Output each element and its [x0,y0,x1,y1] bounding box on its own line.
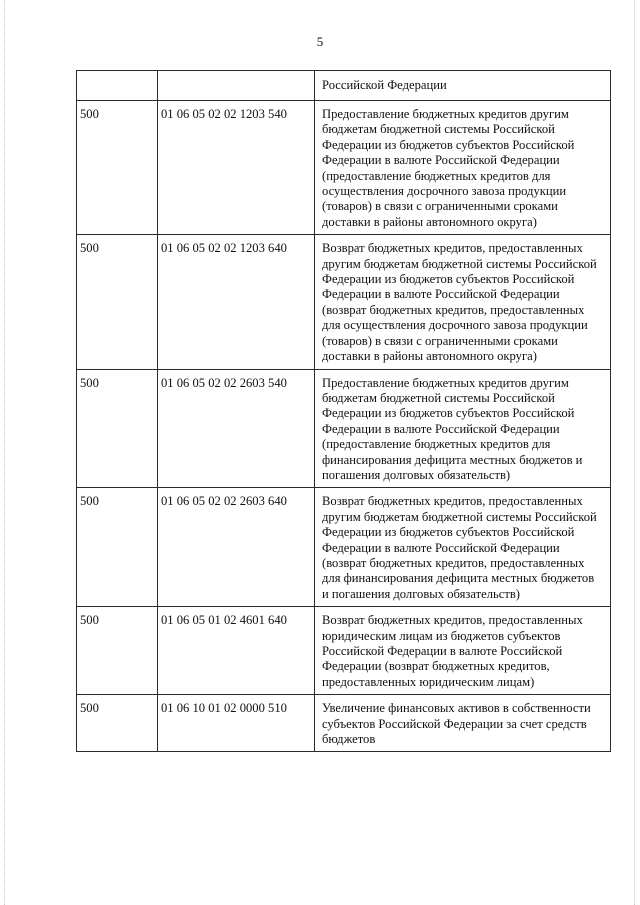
description-cell: Возврат бюджетных кредитов, предоставленных другим бюджетам бюджетной системы Российской Федерации из бюджетов субъектов Российской Федерации в валюте Российской Федерации (возврат бюджетных кредитов, предоставленных для осуществления досрочного завоза продукции (товаров) в связи с ограниченными сроками доставки в районы автономного округа) [315,235,611,369]
admin-code-cell: 500 [77,235,158,369]
admin-code-cell: 500 [77,488,158,607]
scan-edge-right [634,0,636,905]
description-cell: Возврат бюджетных кредитов, предоставленных другим бюджетам бюджетной системы Российской Федерации из бюджетов субъектов Российской Федерации в валюте Российской Федерации (возврат бюджетных кредитов, предоставленных для финансирования дефицита местных бюджетов и погашения долговых обязательств) [315,488,611,607]
admin-code-cell: 500 [77,695,158,752]
table-row [77,101,611,235]
classification-code-cell: 01 06 05 02 02 1203 640 [158,235,315,369]
table-row [77,607,611,695]
classification-code-cell: 01 06 05 02 02 1203 540 [158,101,315,235]
table-row [77,369,611,488]
classification-code-cell [158,71,315,101]
description-cell: Предоставление бюджетных кредитов другим бюджетам бюджетной системы Российской Федерации из бюджетов субъектов Российской Федерации в валюте Российской Федерации (предоставление бюджетных кредитов для финансирования дефицита местных бюджетов и погашения долговых обязательств) [315,369,611,488]
admin-code-cell: 500 [77,369,158,488]
classification-code-cell: 01 06 05 02 02 2603 540 [158,369,315,488]
table-body [77,71,611,752]
admin-code-cell: 500 [77,101,158,235]
description-cell: Предоставление бюджетных кредитов другим бюджетам бюджетной системы Российской Федерации из бюджетов субъектов Российской Федерации в валюте Российской Федерации (предоставление бюджетных кредитов для осуществления досрочного завоза продукции (товаров) в связи с ограниченными сроками доставки в районы автономного округа) [315,101,611,235]
classification-code-cell: 01 06 10 01 02 0000 510 [158,695,315,752]
admin-code-cell: 500 [77,607,158,695]
table-row [77,695,611,752]
scan-edge-left [4,0,6,905]
classification-code-cell: 01 06 05 01 02 4601 640 [158,607,315,695]
page-number: 5 [316,34,324,49]
table-row [77,235,611,369]
admin-code-cell [77,71,158,101]
description-cell: Увеличение финансовых активов в собственности субъектов Российской Федерации за счет средств бюджетов [315,695,611,752]
classification-code-cell: 01 06 05 02 02 2603 640 [158,488,315,607]
description-cell: Возврат бюджетных кредитов, предоставленных юридическим лицам из бюджетов субъектов Российской Федерации в валюте Российской Федерации (возврат бюджетных кредитов, предоставленных юридическим лицам) [315,607,611,695]
table-row [77,488,611,607]
table-row [77,71,611,101]
budget-sources-table [76,70,611,752]
description-cell: Российской Федерации [315,71,611,101]
